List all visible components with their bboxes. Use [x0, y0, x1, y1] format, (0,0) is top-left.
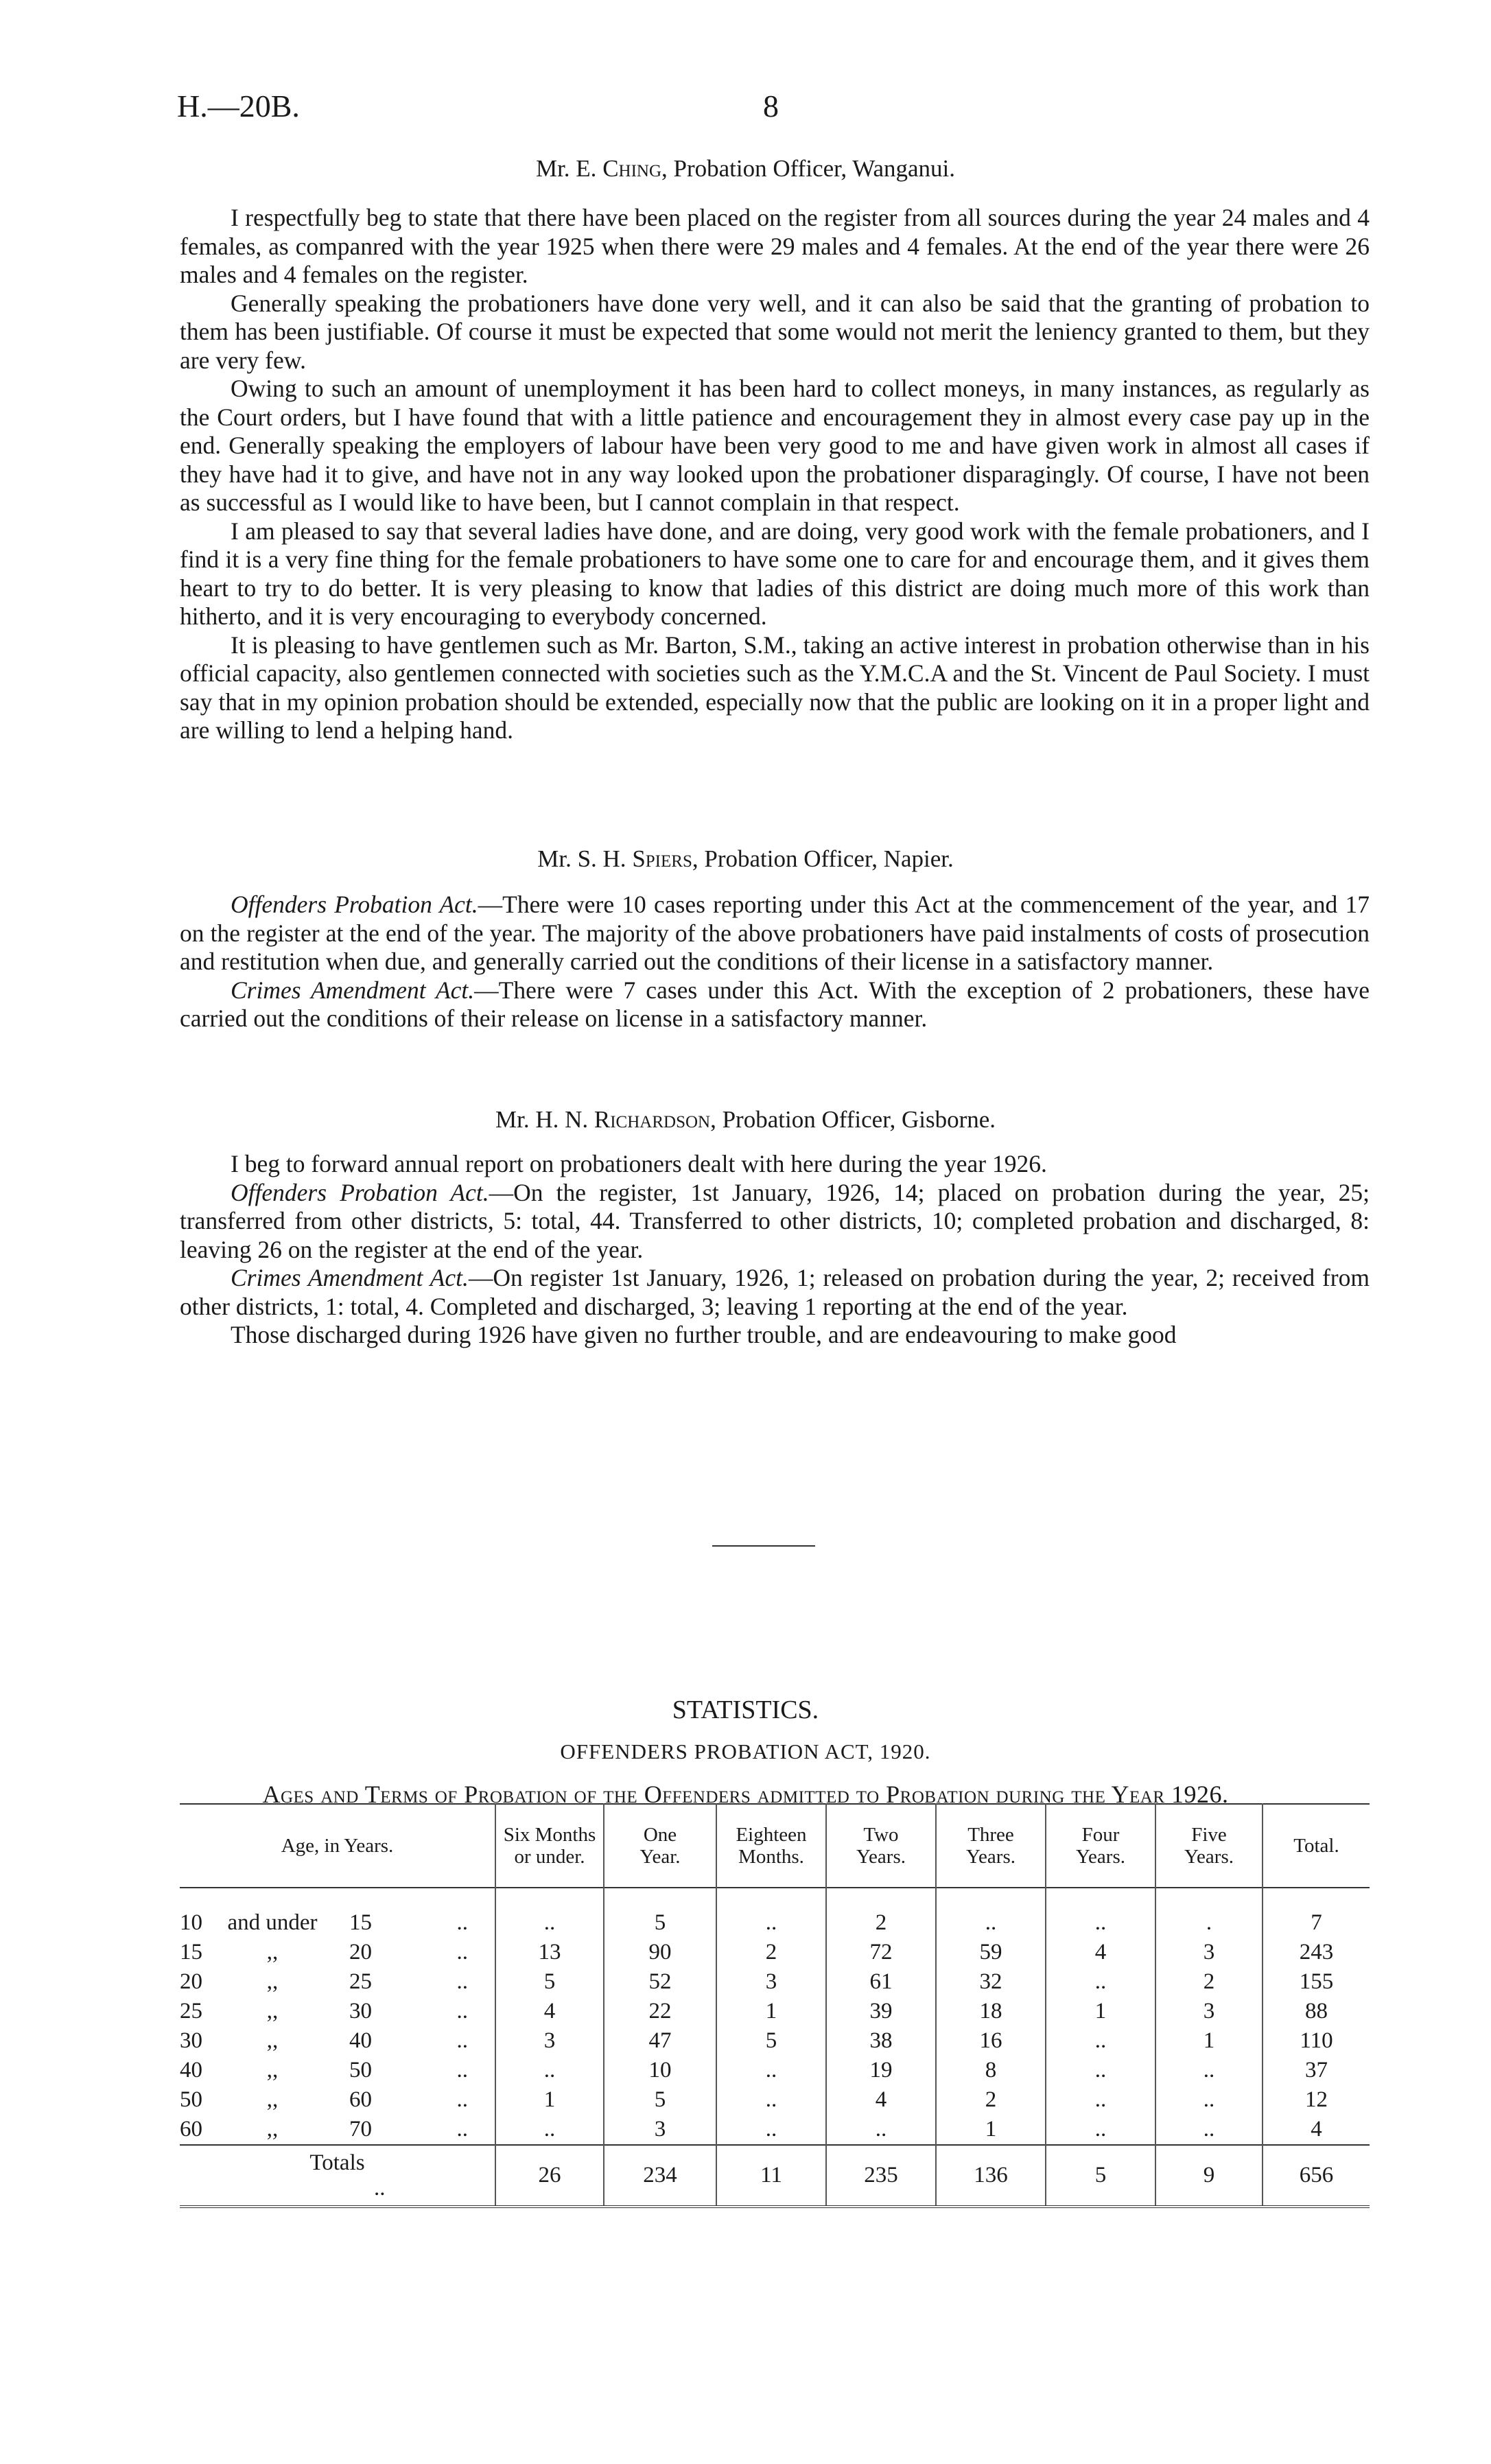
paragraph: Generally speaking the probationers have done very well, and it can also be said that the granting of probation to them has been justifiable. Of course it must be expected that some would not merit the leniency granted to them, but they are very few.	[180, 289, 1370, 374]
age-range-cell: 50 ,, 60 ..	[180, 2087, 468, 2112]
leader-dots: ..	[456, 2028, 468, 2053]
table-cell: 22	[604, 1997, 716, 2026]
table-cell: 3	[1155, 1997, 1263, 2026]
table-cell: ..	[826, 2115, 936, 2145]
table-cell: 59	[936, 1938, 1046, 1967]
section-body-wanganui	[180, 204, 1370, 745]
leader-dots: ..	[456, 1910, 468, 1935]
column-header: Five Years.	[1155, 1804, 1263, 1888]
table-cell: 8	[936, 2056, 1046, 2085]
table-header-row	[180, 1804, 1370, 1888]
age-range-cell: 20 ,, 25 ..	[180, 1969, 468, 1994]
column-header: One Year.	[604, 1804, 716, 1888]
paragraph: I respectfully beg to state that there have been placed on the register from all sources during the year 24 males and 4 females, as companred with the year 1925 when there were 29 males and 4 females. At the end of the year there were 26 males and 4 females on the register.	[180, 204, 1370, 288]
table-cell: 4	[495, 1997, 604, 2026]
table-row	[180, 1997, 1370, 2026]
age-range-cell: 40 ,, 50 ..	[180, 2058, 468, 2082]
total-cell: 234	[604, 2145, 716, 2207]
table-cell: ..	[1046, 1967, 1155, 1997]
leader-dots: ..	[456, 2087, 468, 2112]
table-cell: 3	[1155, 1938, 1263, 1967]
table-cell: ..	[495, 1908, 604, 1938]
table-cell: ..	[716, 1908, 826, 1938]
table-cell: 155	[1263, 1967, 1370, 1997]
table-cell: 1	[716, 1997, 826, 2026]
table-cell: 4	[1046, 1938, 1155, 1967]
column-header: Age, in Years.	[281, 1835, 394, 1857]
section-divider	[712, 1545, 815, 1547]
table-row	[180, 2056, 1370, 2085]
probation-statistics-table	[180, 1803, 1370, 2208]
paragraph: Those discharged during 1926 have given no further trouble, and are endeavouring to make good	[231, 1321, 1177, 1348]
table-cell: 18	[936, 1997, 1046, 2026]
table-cell: ..	[1046, 2026, 1155, 2056]
report-code: H.—20B.	[177, 89, 300, 124]
section-title-wanganui: Mr. E. Ching, Probation Officer, Wanganui.	[535, 155, 956, 182]
paragraph: Crimes Amendment Act.—There were 7 cases under this Act. With the exception of 2 probationers, these have carried out the conditions of their release on license in a satisfactory manner.	[180, 976, 1370, 1032]
table-cell: 2	[826, 1908, 936, 1938]
age-range-cell: 30 ,, 40 ..	[180, 2028, 468, 2053]
section-body-napier	[180, 891, 1370, 1033]
age-range-cell: 25 ,, 30 ..	[180, 1999, 468, 2023]
total-cell: 26	[495, 2145, 604, 2207]
total-cell: 136	[936, 2145, 1046, 2207]
table-cell: 7	[1263, 1908, 1370, 1938]
table-cell: 12	[1263, 2085, 1370, 2115]
paragraph: Offenders Probation Act.—There were 10 cases reporting under this Act at the commencement of the year, and 17 on the register at the end of the year. The majority of the above probationers have paid instalments of costs of prosecution and restitution when due, and generally carried out the conditions of their license in a satisfactory manner.	[180, 891, 1370, 975]
table-cell: 1	[936, 2115, 1046, 2145]
table-cell: 5	[716, 2026, 826, 2056]
total-cell: 235	[826, 2145, 936, 2207]
table-row	[180, 2115, 1370, 2145]
table-row	[180, 1908, 1370, 1938]
paragraph: I am pleased to say that several ladies have done, and are doing, very good work with the female probationers, and I find it is a very fine thing for the female probationers to have some one to care for and encourage them, and it gives them heart to try to do better. It is very pleasing to know that ladies of this district are doing much more of this work than hitherto, and it is very encouraging to everybody concerned.	[180, 517, 1370, 630]
leader-dots: ..	[456, 2058, 468, 2082]
totals-row	[180, 2145, 1370, 2207]
total-cell: 9	[1155, 2145, 1263, 2207]
statistics-heading: STATISTICS.	[672, 1696, 819, 1724]
table-cell: ..	[495, 2115, 604, 2145]
page-number: 8	[763, 89, 779, 124]
table-cell: ..	[1046, 1908, 1155, 1938]
table-cell: 3	[604, 2115, 716, 2145]
age-range-cell: 60 ,, 70 ..	[180, 2117, 468, 2142]
table-cell: 2	[936, 2085, 1046, 2115]
paragraph: I beg to forward annual report on probationers dealt with here during the year 1926.	[231, 1150, 1047, 1177]
table-cell: ..	[1046, 2056, 1155, 2085]
leader-dots: ..	[456, 1940, 468, 1964]
table-cell: 47	[604, 2026, 716, 2056]
table-cell: ..	[1155, 2085, 1263, 2115]
table-cell: ..	[1155, 2115, 1263, 2145]
table-cell: 1	[495, 2085, 604, 2115]
act-subheading: OFFENDERS PROBATION ACT, 1920.	[560, 1739, 931, 1763]
table-cell: 1	[1155, 2026, 1263, 2056]
table-cell: ..	[1046, 2085, 1155, 2115]
table-cell: 39	[826, 1997, 936, 2026]
column-header: Total.	[1263, 1804, 1370, 1888]
paragraph: Owing to such an amount of unemployment it has been hard to collect moneys, in many instances, as regularly as the Court orders, but I have found that with a little patience and encouragement they in almost every case pay up in the end. Generally speaking the employers of labour have been very good to me and have given work in almost all cases if they have had it to give, and have not in any way looked upon the probationer disparagingly. Of course, I have not been as successful as I would like to have been, but I cannot complain in that respect.	[180, 375, 1370, 516]
table-cell: 2	[1155, 1967, 1263, 1997]
table-cell: 19	[826, 2056, 936, 2085]
table-cell: 32	[936, 1967, 1046, 1997]
paragraph: Offenders Probation Act.—On the register, 1st January, 1926, 14; placed on probation during the year, 25; transferred from other districts, 5: total, 44. Transferred to other districts, 10; completed probation and discharged, 8: leaving 26 on the register at the end of the year.	[180, 1178, 1370, 1263]
table-cell: 88	[1263, 1997, 1370, 2026]
table-cell: ..	[716, 2115, 826, 2145]
total-cell: 656	[1263, 2145, 1370, 2207]
table-cell: 4	[1263, 2115, 1370, 2145]
column-header: Six Months or under.	[495, 1804, 604, 1888]
table-cell: 5	[604, 2085, 716, 2115]
table-cell: 3	[495, 2026, 604, 2056]
paragraph: Crimes Amendment Act.—On register 1st January, 1926, 1; released on probation during the year, 2; received from other districts, 1: total, 4. Completed and discharged, 3; leaving 1 reporting at the end of the year.	[180, 1264, 1370, 1320]
table-cell: 13	[495, 1938, 604, 1967]
section-title-napier: Mr. S. H. Spiers, Probation Officer, Napier.	[537, 845, 954, 872]
leader-dots: ..	[456, 1969, 468, 1994]
section-title-gisborne: Mr. H. N. Richardson, Probation Officer, Gisborne.	[495, 1106, 996, 1133]
table-row	[180, 1967, 1370, 1997]
table-cell: 5	[495, 1967, 604, 1997]
age-range-cell: 15 ,, 20 ..	[180, 1940, 468, 1964]
paragraph: It is pleasing to have gentlemen such as Mr. Barton, S.M., taking an active interest in probation otherwise than in his official capacity, also gentlemen connected with societies such as the Y.M.C.A and the St. Vincent de Paul Society. I must say that in my opinion probation should be extended, especially now that the public are looking on it in a proper light and are willing to lend a helping hand.	[180, 631, 1370, 744]
column-header: Three Years.	[936, 1804, 1046, 1888]
table-row	[180, 2085, 1370, 2115]
table-cell: ..	[1046, 2115, 1155, 2145]
table-cell: .	[1155, 1908, 1263, 1938]
table-cell: 72	[826, 1938, 936, 1967]
leader-dots: ..	[374, 2175, 386, 2201]
table-cell: 10	[604, 2056, 716, 2085]
table-cell: ..	[716, 2056, 826, 2085]
table-row	[180, 2026, 1370, 2056]
table-cell: 5	[604, 1908, 716, 1938]
table-cell: ..	[1155, 2056, 1263, 2085]
total-cell: 11	[716, 2145, 826, 2207]
section-body-gisborne	[180, 1150, 1370, 1350]
table-cell: 38	[826, 2026, 936, 2056]
table-cell: 110	[1263, 2026, 1370, 2056]
table-cell: 90	[604, 1938, 716, 1967]
totals-label-cell: Totals..	[180, 2145, 495, 2207]
table-cell: 61	[826, 1967, 936, 1997]
table-cell: 243	[1263, 1938, 1370, 1967]
table-cell: ..	[495, 2056, 604, 2085]
column-header: Two Years.	[826, 1804, 936, 1888]
column-header: Eighteen Months.	[716, 1804, 826, 1888]
table-title: Ages and Terms of Probation of the Offenders admitted to Probation during the Year 1926.	[262, 1781, 1229, 1808]
total-cell: 5	[1046, 2145, 1155, 2207]
table-cell: 2	[716, 1938, 826, 1967]
column-header: Four Years.	[1046, 1804, 1155, 1888]
table-body	[180, 1888, 1370, 2207]
leader-dots: ..	[456, 2117, 468, 2142]
leader-dots: ..	[456, 1999, 468, 2023]
table-cell: 37	[1263, 2056, 1370, 2085]
age-range-cell: 10 and under 15 ..	[180, 1910, 468, 1935]
table-cell: ..	[936, 1908, 1046, 1938]
table-cell: 1	[1046, 1997, 1155, 2026]
table-cell: 52	[604, 1967, 716, 1997]
table-cell: 4	[826, 2085, 936, 2115]
spacer-row	[180, 1888, 1370, 1908]
table-cell: 3	[716, 1967, 826, 1997]
table-cell: 16	[936, 2026, 1046, 2056]
table-row	[180, 1938, 1370, 1967]
table-cell: ..	[716, 2085, 826, 2115]
